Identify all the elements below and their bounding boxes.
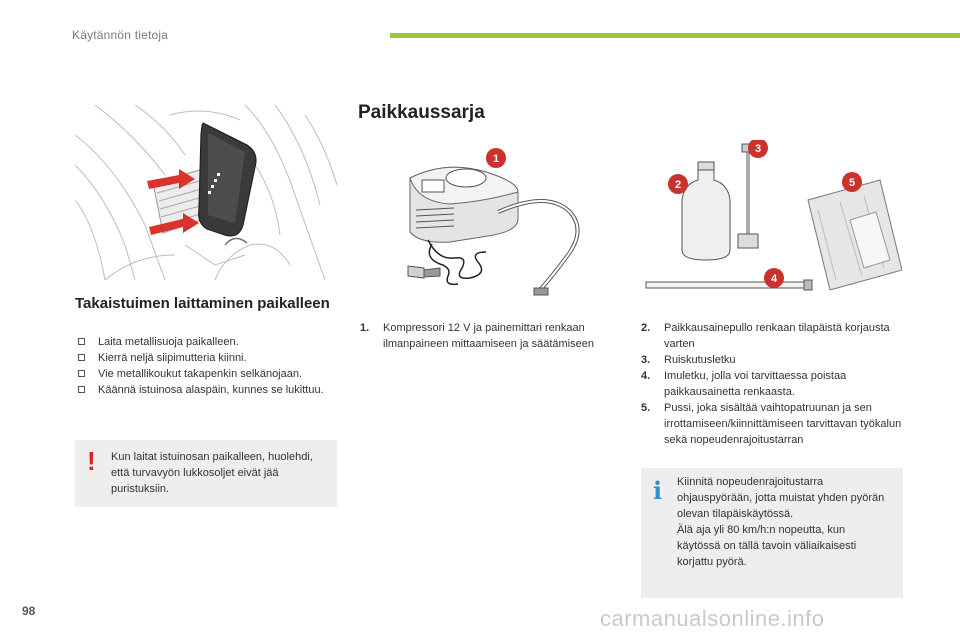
seat-steps-list [78,334,340,398]
page-number: 98 [22,604,36,618]
checkbox-bullet-icon [78,370,85,377]
seat-heading: Takaistuimen laittaminen paikalleen [75,295,330,312]
repair-kit-illustration [640,140,902,305]
checkbox-bullet-icon [78,338,85,345]
header-accent-rule [390,33,960,38]
callout-3: 3 [754,143,762,155]
compressor-illustration [358,140,620,305]
watermark: carmanualsonline.info [600,606,825,631]
list-item: Käännä istuinosa alaspäin, kunnes se lukittuu. [78,382,340,398]
warning-exclamation-icon: ! [87,446,96,476]
list-item: 2. Paikkausainepullo renkaan tilapäistä korjausta varten [641,322,890,350]
checkbox-bullet-icon [78,386,85,393]
section-title: Käytännön tietoja [72,28,169,42]
rear-seat-illustration [75,105,337,280]
list-item: 4. Imuletku, jolla voi tarvittaessa poistaa paikkausainetta renkaasta. [641,370,847,398]
warning-text: Kun laitat istuinosan paikalleen, huolehdi, että turvavyön lukkosoljet eivät jää puristuksiin. [111,451,313,495]
kit-list-compressor [360,320,630,352]
list-item: 1. Kompressori 12 V ja painemittari renkaan ilmanpaineen mittaamiseen ja säätämiseen [360,322,594,350]
list-item: Vie metallikoukut takapenkin selkänojaan. [78,366,340,382]
kit-list-parts [641,320,911,448]
list-item: 5. Pussi, joka sisältää vaihtopatruunan ja sen irrottamiseen/kiinnittämiseen tarvittavan työkalun sekä nopeudenrajoitustarran [641,402,902,446]
list-item: Kierrä neljä siipimutteria kiinni. [78,350,340,366]
info-box [641,468,903,598]
callout-2: 2 [674,179,682,191]
callout-5: 5 [848,177,856,189]
info-text: Kiinnitä nopeudenrajoitustarra ohjauspyörään, jotta muistat yhden pyörän olevan tilapäiskäytössä. Älä aja yli 80 km/h:n nopeutta, kun käytössä on tällä tavoin väliaikaisesti korjattu pyörä. [677,476,885,568]
callout-4: 4 [770,273,778,285]
info-icon: i [653,476,663,505]
checkbox-bullet-icon [78,354,85,361]
callout-1: 1 [492,153,500,165]
warning-box [75,440,337,507]
repair-kit-heading: Paikkaussarja [358,102,485,123]
list-item: 3. Ruiskutusletku [641,354,736,366]
list-item: Laita metallisuoja paikalleen. [78,334,340,350]
